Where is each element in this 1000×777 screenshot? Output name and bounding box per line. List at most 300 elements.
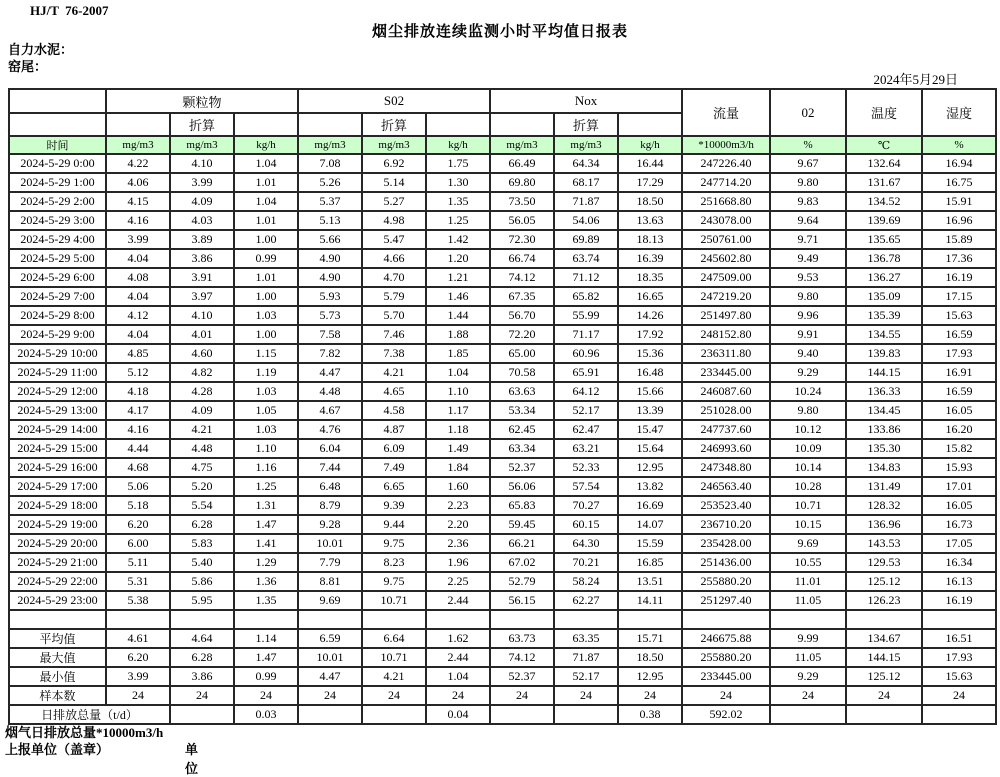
value-cell: 4.75 [170,458,234,477]
value-cell: 4.48 [170,439,234,458]
value-cell: 1.04 [234,192,298,211]
value-cell: 5.70 [362,306,426,325]
value-cell: 2.44 [426,591,490,610]
blank-header-cell [298,113,362,136]
value-cell: 16.94 [922,154,996,173]
value-cell: 9.83 [770,192,846,211]
flue-gas-total-note: 烟气日排放总量*10000m3/h [5,725,164,740]
summary-value-cell: 2.44 [426,648,490,667]
blank-cell [770,610,846,629]
value-cell: 65.82 [554,287,618,306]
summary-value-cell: 24 [426,686,490,705]
value-cell: 55.99 [554,306,618,325]
blank-cell [234,610,298,629]
value-cell: 15.63 [922,306,996,325]
blank-cell [922,610,996,629]
value-cell: 1.04 [234,154,298,173]
value-cell: 1.41 [234,534,298,553]
time-cell: 2024-5-29 20:00 [9,534,106,553]
value-cell: 9.28 [298,515,362,534]
value-cell: 4.21 [170,420,234,439]
value-cell: 251436.00 [682,553,770,572]
value-cell: 13.39 [618,401,682,420]
time-cell: 2024-5-29 23:00 [9,591,106,610]
value-cell: 15.89 [922,230,996,249]
value-cell: 7.08 [298,154,362,173]
value-cell: 9.80 [770,401,846,420]
value-cell: 9.75 [362,534,426,553]
value-cell: 144.15 [846,363,922,382]
col-header-o2: 02 [770,89,846,136]
report-date: 2024年5月29日 [873,72,958,87]
table-row [9,249,996,268]
value-cell: 1.47 [234,515,298,534]
blank-cell [298,610,362,629]
table-row [9,439,996,458]
report-unit-label: 上报单位（盖章） [5,742,110,757]
value-cell: 15.91 [922,192,996,211]
value-cell: 56.15 [490,591,554,610]
value-cell: 1.42 [426,230,490,249]
value-cell: 1.04 [426,363,490,382]
daily-total-value-cell [298,705,362,724]
value-cell: 2.25 [426,572,490,591]
value-cell: 5.38 [106,591,170,610]
summary-value-cell: 24 [298,686,362,705]
value-cell: 4.03 [170,211,234,230]
value-cell: 4.85 [106,344,170,363]
value-cell: 3.86 [170,249,234,268]
summary-value-cell: 24 [362,686,426,705]
summary-value-cell: 24 [770,686,846,705]
table-row [9,154,996,173]
value-cell: 245602.80 [682,249,770,268]
summary-value-cell: 3.99 [106,667,170,686]
value-cell: 12.95 [618,458,682,477]
value-cell: 70.21 [554,553,618,572]
blank-header-cell [490,113,554,136]
value-cell: 4.06 [106,173,170,192]
value-cell: 4.44 [106,439,170,458]
value-cell: 52.79 [490,572,554,591]
summary-value-cell: 24 [846,686,922,705]
blank-header-cell [618,113,682,136]
value-cell: 246563.40 [682,477,770,496]
value-cell: 1.60 [426,477,490,496]
summary-row [9,667,996,686]
value-cell: 246993.60 [682,439,770,458]
value-cell: 16.48 [618,363,682,382]
daily-total-value-cell [554,705,618,724]
summary-value-cell: 17.93 [922,648,996,667]
summary-rows [9,610,996,724]
time-cell: 2024-5-29 17:00 [9,477,106,496]
table-row [9,458,996,477]
time-cell: 2024-5-29 18:00 [9,496,106,515]
value-cell: 131.67 [846,173,922,192]
value-cell: 1.36 [234,572,298,591]
value-cell: 1.30 [426,173,490,192]
value-cell: 1.03 [234,382,298,401]
value-cell: 251497.80 [682,306,770,325]
value-cell: 1.10 [426,382,490,401]
summary-value-cell: 24 [922,686,996,705]
table-row [9,268,996,287]
value-cell: 4.28 [170,382,234,401]
value-cell: 66.49 [490,154,554,173]
value-cell: 247226.40 [682,154,770,173]
summary-value-cell: 24 [170,686,234,705]
value-cell: 7.38 [362,344,426,363]
value-cell: 5.95 [170,591,234,610]
value-cell: 4.08 [106,268,170,287]
time-cell: 2024-5-29 21:00 [9,553,106,572]
value-cell: 5.13 [298,211,362,230]
value-cell: 7.79 [298,553,362,572]
summary-value-cell: 24 [554,686,618,705]
value-cell: 136.33 [846,382,922,401]
summary-value-cell: 15.71 [618,629,682,648]
value-cell: 63.34 [490,439,554,458]
value-cell: 74.12 [490,268,554,287]
table-row [9,401,996,420]
value-cell: 4.15 [106,192,170,211]
value-cell: 5.31 [106,572,170,591]
unit-cell: mg/m3 [554,136,618,154]
summary-value-cell: 125.12 [846,667,922,686]
time-cell: 2024-5-29 2:00 [9,192,106,211]
value-cell: 62.45 [490,420,554,439]
summary-value-cell: 1.04 [426,667,490,686]
value-cell: 63.74 [554,249,618,268]
value-cell: 5.40 [170,553,234,572]
value-cell: 4.68 [106,458,170,477]
value-cell: 16.65 [618,287,682,306]
value-cell: 2.36 [426,534,490,553]
value-cell: 4.09 [170,192,234,211]
value-cell: 66.21 [490,534,554,553]
value-cell: 1.75 [426,154,490,173]
value-cell: 13.63 [618,211,682,230]
value-cell: 72.30 [490,230,554,249]
summary-row [9,629,996,648]
value-cell: 70.27 [554,496,618,515]
time-cell: 2024-5-29 7:00 [9,287,106,306]
value-cell: 56.06 [490,477,554,496]
summary-value-cell: 246675.88 [682,629,770,648]
value-cell: 1.96 [426,553,490,572]
blank-cell [9,610,106,629]
value-cell: 5.20 [170,477,234,496]
value-cell: 134.52 [846,192,922,211]
value-cell: 1.25 [234,477,298,496]
value-cell: 5.12 [106,363,170,382]
value-cell: 136.27 [846,268,922,287]
unit-cell: mg/m3 [106,136,170,154]
value-cell: 4.76 [298,420,362,439]
value-cell: 16.59 [922,325,996,344]
blank-cell [170,610,234,629]
value-cell: 251028.00 [682,401,770,420]
unit-cell: kg/h [234,136,298,154]
col-group-nox: Nox [490,89,682,113]
summary-value-cell: 71.87 [554,648,618,667]
table-row [9,553,996,572]
value-cell: 16.59 [922,382,996,401]
value-cell: 56.05 [490,211,554,230]
value-cell: 9.80 [770,287,846,306]
summary-value-cell: 11.05 [770,648,846,667]
value-cell: 3.99 [170,173,234,192]
value-cell: 14.07 [618,515,682,534]
summary-value-cell: 3.86 [170,667,234,686]
value-cell: 9.75 [362,572,426,591]
value-cell: 16.05 [922,401,996,420]
daily-total-value-cell [362,705,426,724]
value-cell: 129.53 [846,553,922,572]
value-cell: 3.89 [170,230,234,249]
value-cell: 17.92 [618,325,682,344]
value-cell: 233445.00 [682,363,770,382]
monitoring-table [8,88,997,725]
value-cell: 6.20 [106,515,170,534]
time-cell: 2024-5-29 8:00 [9,306,106,325]
value-cell: 5.26 [298,173,362,192]
summary-value-cell: 4.64 [170,629,234,648]
summary-value-cell: 12.95 [618,667,682,686]
value-cell: 6.48 [298,477,362,496]
kiln-label: 窑尾： [8,59,48,74]
page-title: 烟尘排放连续监测小时平均值日报表 [371,24,628,40]
value-cell: 4.66 [362,249,426,268]
blank-cell [362,610,426,629]
value-cell: 17.05 [922,534,996,553]
value-cell: 15.64 [618,439,682,458]
value-cell: 73.50 [490,192,554,211]
value-cell: 18.13 [618,230,682,249]
table-row [9,325,996,344]
summary-value-cell: 134.67 [846,629,922,648]
blank-cell [846,610,922,629]
blank-cell [682,610,770,629]
value-cell: 4.67 [298,401,362,420]
time-cell: 2024-5-29 19:00 [9,515,106,534]
value-cell: 7.49 [362,458,426,477]
value-cell: 132.64 [846,154,922,173]
blank-cell [554,610,618,629]
value-cell: 57.54 [554,477,618,496]
value-cell: 15.82 [922,439,996,458]
value-cell: 4.17 [106,401,170,420]
value-cell: 1.15 [234,344,298,363]
col-header-time: 时间 [9,136,106,154]
time-cell: 2024-5-29 6:00 [9,268,106,287]
value-cell: 67.02 [490,553,554,572]
value-cell: 5.37 [298,192,362,211]
value-cell: 1.16 [234,458,298,477]
value-cell: 59.45 [490,515,554,534]
summary-value-cell: 24 [490,686,554,705]
value-cell: 253523.40 [682,496,770,515]
value-cell: 7.58 [298,325,362,344]
value-cell: 5.73 [298,306,362,325]
value-cell: 1.44 [426,306,490,325]
value-cell: 136.78 [846,249,922,268]
value-cell: 1.21 [426,268,490,287]
blank-header-cell [9,89,106,113]
value-cell: 16.19 [922,268,996,287]
value-cell: 16.20 [922,420,996,439]
col-header-temperature: 温度 [846,89,922,136]
blank-header-cell [426,113,490,136]
time-cell: 2024-5-29 0:00 [9,154,106,173]
value-cell: 3.99 [106,230,170,249]
summary-value-cell: 4.21 [362,667,426,686]
value-cell: 58.24 [554,572,618,591]
value-cell: 68.17 [554,173,618,192]
table-row [9,572,996,591]
value-cell: 4.60 [170,344,234,363]
unit-cell: mg/m3 [490,136,554,154]
value-cell: 243078.00 [682,211,770,230]
value-cell: 4.87 [362,420,426,439]
value-cell: 8.79 [298,496,362,515]
value-cell: 64.34 [554,154,618,173]
value-cell: 1.35 [234,591,298,610]
value-cell: 5.47 [362,230,426,249]
value-cell: 9.69 [770,534,846,553]
table-row [9,211,996,230]
value-cell: 1.84 [426,458,490,477]
summary-row [9,648,996,667]
summary-value-cell: 52.37 [490,667,554,686]
table-row [9,382,996,401]
value-cell: 4.70 [362,268,426,287]
standard-code: HJ/T 76-2007 [30,3,109,18]
value-cell: 65.91 [554,363,618,382]
value-cell: 8.23 [362,553,426,572]
unit-cell: % [770,136,846,154]
converted-label-pm: 折算 [170,113,234,136]
value-cell: 9.49 [770,249,846,268]
value-cell: 5.27 [362,192,426,211]
value-cell: 247348.80 [682,458,770,477]
value-cell: 13.82 [618,477,682,496]
value-cell: 9.96 [770,306,846,325]
table-row [9,192,996,211]
summary-label: 最小值 [9,667,106,686]
value-cell: 16.39 [618,249,682,268]
value-cell: 60.96 [554,344,618,363]
daily-total-value-cell [170,705,234,724]
value-cell: 16.91 [922,363,996,382]
value-cell: 16.69 [618,496,682,515]
summary-value-cell: 1.14 [234,629,298,648]
summary-label: 最大值 [9,648,106,667]
value-cell: 5.86 [170,572,234,591]
summary-value-cell: 6.28 [170,648,234,667]
blank-header-cell [106,113,170,136]
value-cell: 1.03 [234,420,298,439]
value-cell: 10.71 [770,496,846,515]
unit-cell: % [922,136,996,154]
value-cell: 9.40 [770,344,846,363]
blank-cell [426,610,490,629]
daily-total-value-cell: 0.38 [618,705,682,724]
spacer-row [9,610,996,629]
value-cell: 5.66 [298,230,362,249]
value-cell: 126.23 [846,591,922,610]
value-cell: 10.28 [770,477,846,496]
report-unit-line [5,739,199,776]
value-cell: 135.30 [846,439,922,458]
value-cell: 18.35 [618,268,682,287]
value-cell: 16.75 [922,173,996,192]
daily-total-value-cell [490,705,554,724]
value-cell: 10.14 [770,458,846,477]
value-cell: 4.10 [170,306,234,325]
value-cell: 1.10 [234,439,298,458]
value-cell: 251668.80 [682,192,770,211]
value-cell: 3.91 [170,268,234,287]
summary-value-cell: 16.51 [922,629,996,648]
value-cell: 4.48 [298,382,362,401]
table-row [9,477,996,496]
value-cell: 10.09 [770,439,846,458]
unit-label: 单位 [185,742,199,776]
value-cell: 2.23 [426,496,490,515]
value-cell: 128.32 [846,496,922,515]
summary-value-cell: 233445.00 [682,667,770,686]
value-cell: 1.01 [234,173,298,192]
value-cell: 134.55 [846,325,922,344]
value-cell: 1.46 [426,287,490,306]
col-header-humidity: 湿度 [922,89,996,136]
converted-label-nox: 折算 [554,113,618,136]
value-cell: 70.58 [490,363,554,382]
value-cell: 18.50 [618,192,682,211]
value-cell: 5.11 [106,553,170,572]
value-cell: 135.09 [846,287,922,306]
units-header-row [9,136,996,154]
unit-cell: mg/m3 [362,136,426,154]
summary-value-cell: 9.99 [770,629,846,648]
time-cell: 2024-5-29 9:00 [9,325,106,344]
value-cell: 54.06 [554,211,618,230]
value-cell: 136.96 [846,515,922,534]
value-cell: 9.29 [770,363,846,382]
value-cell: 71.87 [554,192,618,211]
value-cell: 52.17 [554,401,618,420]
daily-total-value-cell: 0.04 [426,705,490,724]
value-cell: 6.92 [362,154,426,173]
value-cell: 15.93 [922,458,996,477]
daily-total-value-cell: 592.02 [682,705,770,724]
value-cell: 236710.20 [682,515,770,534]
value-cell: 1.17 [426,401,490,420]
table-row [9,230,996,249]
value-cell: 1.19 [234,363,298,382]
value-cell: 16.96 [922,211,996,230]
value-cell: 4.10 [170,154,234,173]
summary-value-cell: 6.64 [362,629,426,648]
value-cell: 52.33 [554,458,618,477]
value-cell: 7.44 [298,458,362,477]
value-cell: 63.21 [554,439,618,458]
value-cell: 64.30 [554,534,618,553]
value-cell: 52.37 [490,458,554,477]
table-row [9,420,996,439]
